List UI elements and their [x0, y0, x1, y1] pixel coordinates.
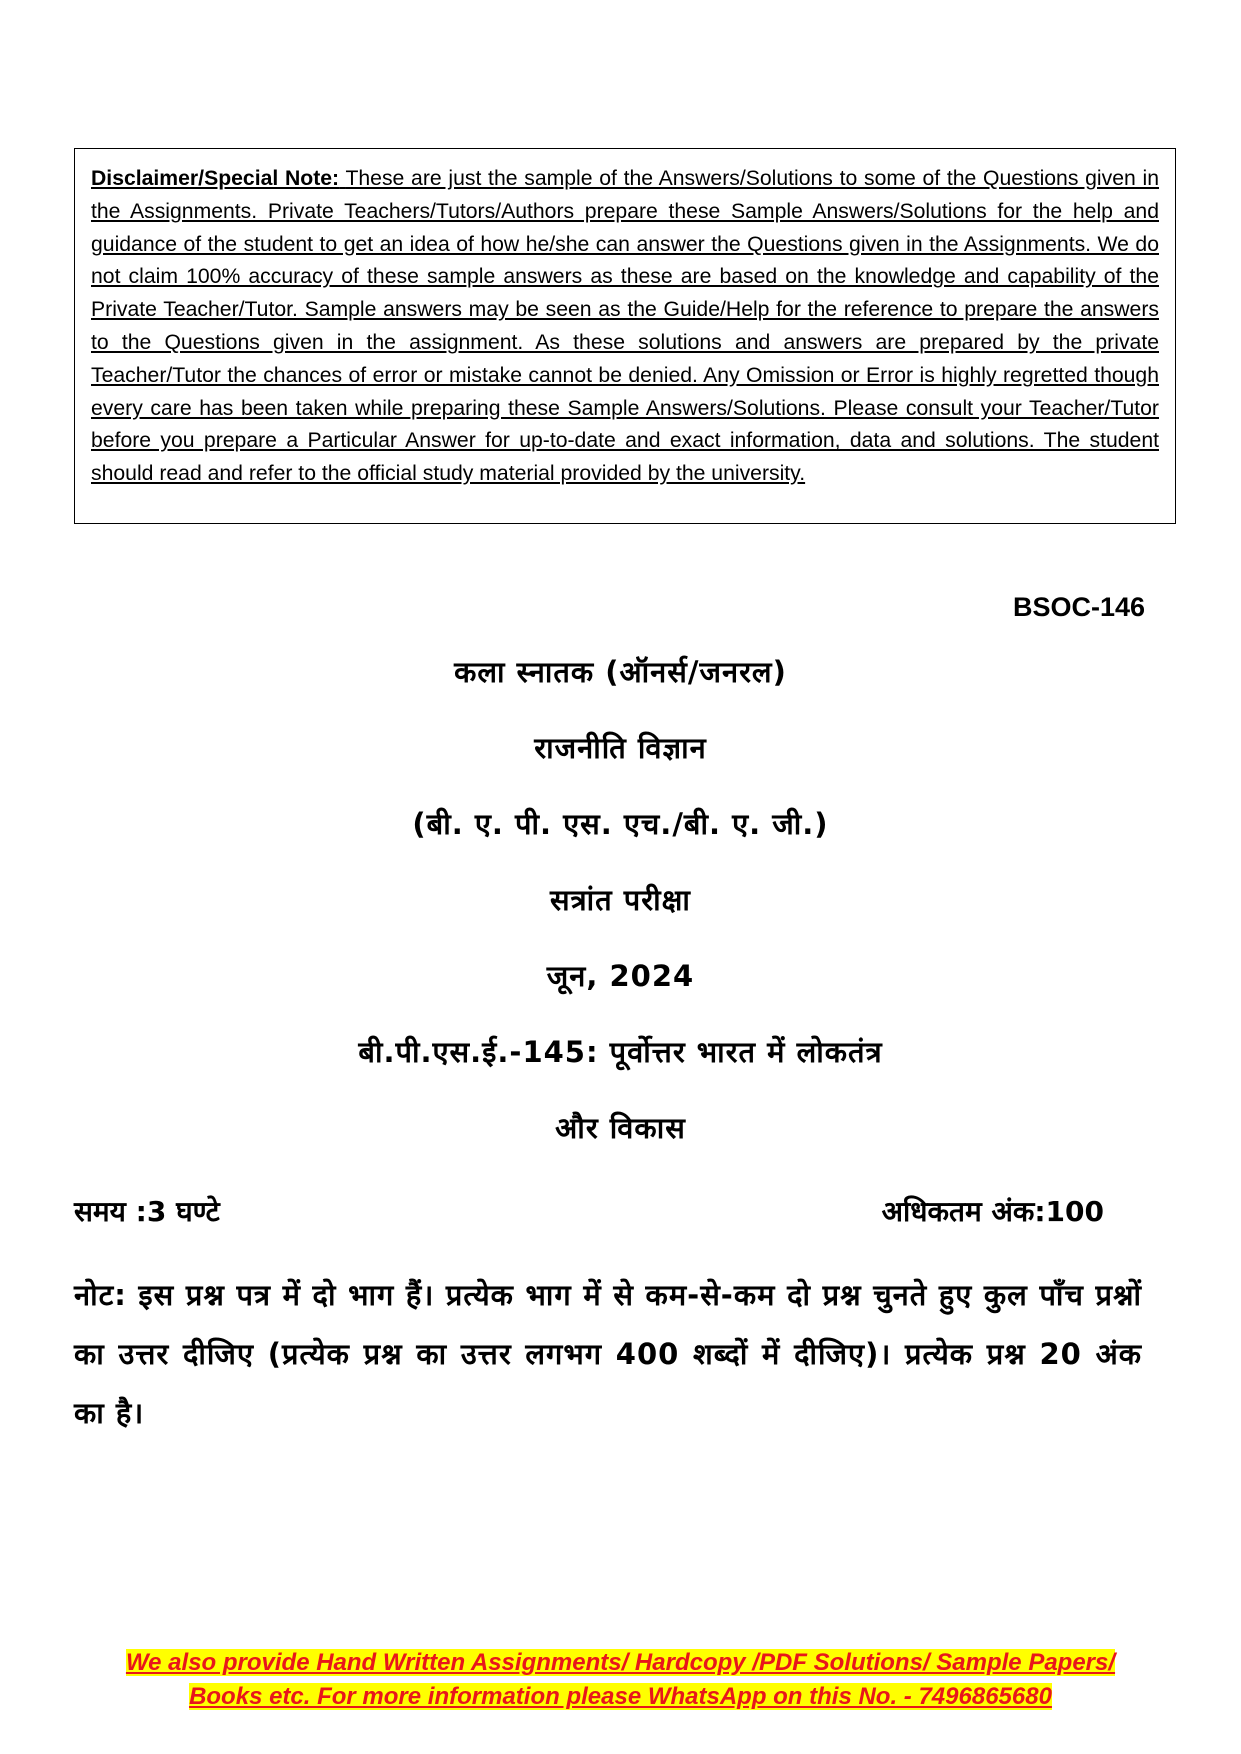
- exam-heading: सत्रांत परीक्षा: [550, 883, 691, 917]
- disclaimer-text: [91, 163, 1159, 491]
- disclaimer-label: Disclaimer/Special Note:: [91, 167, 340, 190]
- session-heading: जून, 2024: [546, 959, 695, 993]
- course-code: BSOC-146: [1012, 592, 1145, 622]
- degree-heading: कला स्नातक (ऑनर्स/जनरल): [454, 655, 787, 689]
- promo-banner: [0, 1646, 1241, 1714]
- promo-line-2: Books etc. For more information please WhatsApp on this No. - 7496865680: [189, 1683, 1052, 1710]
- paper-title-line2: और विकास: [555, 1111, 686, 1145]
- time-allowed: समय :3 घण्टे: [74, 1195, 220, 1228]
- disclaimer-body: These are just the sample of the Answers/Solutions to some of the Questions given in the Assignments. Private Teachers/Tutors/Authors prepare these Sample Answers/Solutions for the help and guidance of the student to get an idea of how he/she can answer the Questions given in the Assignments. We do not claim 100% accuracy of these sample answers as these are based on the knowledge and capability of the Private Teacher/Tutor. Sample answers may be seen as the Guide/Help for the reference to prepare the answers to the Questions given in the assignment. As these solutions and answers are prepared by the private Teacher/Tutor the chances of error or mistake cannot be denied. Any Omission or Error is highly regretted though every care has been taken while preparing these Sample Answers/Solutions. Please consult your Teacher/Tutor before you prepare a Particular Answer for up-to-date and exact information, data and solutions. The student should read and refer to the official study material provided by the university.: [91, 167, 1159, 486]
- disclaimer-box: [74, 148, 1176, 524]
- program-heading: (बी. ए. पी. एस. एच./बी. ए. जी.): [412, 807, 829, 841]
- paper-title-line1: बी.पी.एस.ई.-145: पूर्वोत्तर भारत में लोकतंत्र: [358, 1035, 883, 1069]
- max-marks: अधिकतम अंक:100: [881, 1195, 1104, 1228]
- subject-heading: राजनीति विज्ञान: [534, 731, 707, 765]
- instructions-note: नोट: इस प्रश्न पत्र में दो भाग हैं। प्रत्येक भाग में से कम-से-कम दो प्रश्न चुनते हुए कुल पाँच प्रश्नों का उत्तर दीजिए (प्रत्येक प्रश्न का उत्तर लगभग 400 शब्दों में दीजिए)। प्रत्येक प्रश्न 20 अंक का है।: [74, 1278, 1142, 1430]
- promo-line-1: We also provide Hand Written Assignments/ Hardcopy /PDF Solutions/ Sample Papers/: [125, 1649, 1116, 1676]
